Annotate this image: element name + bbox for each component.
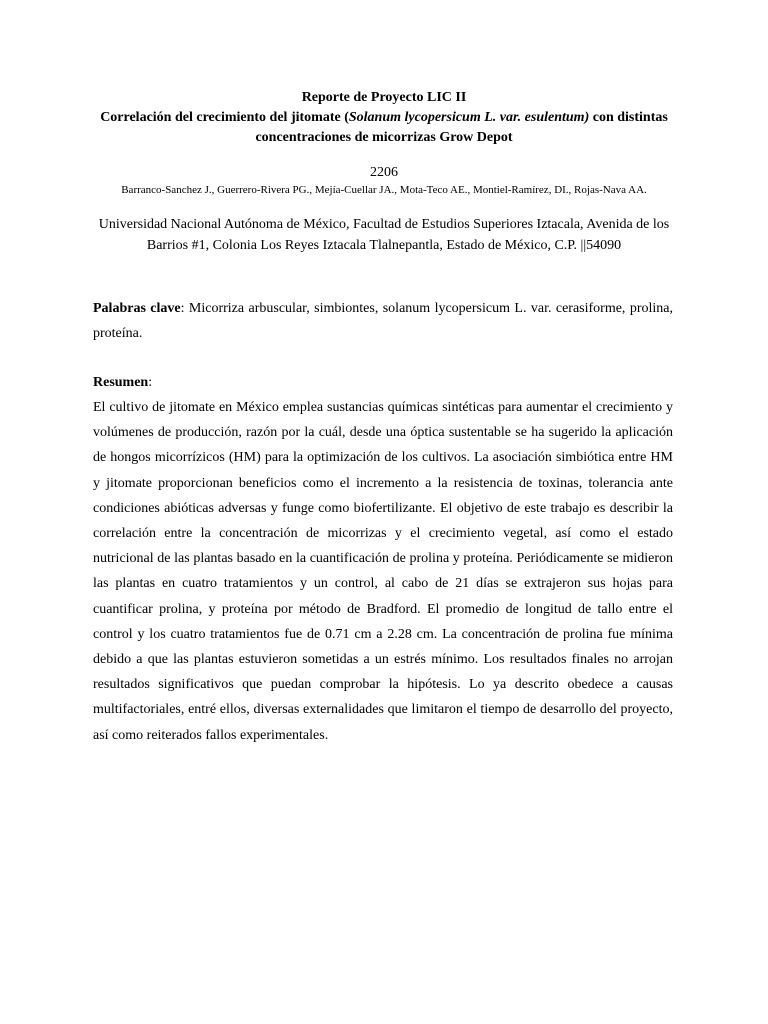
keywords-paragraph xyxy=(93,296,673,346)
paper-title-part1: Correlación del crecimiento del jitomate ( xyxy=(100,110,349,125)
paper-title xyxy=(80,108,688,148)
abstract-heading-label: Resumen xyxy=(93,375,149,390)
paper-title-part2: con distintas concentraciones de micorrizas Grow Depot xyxy=(255,110,668,145)
group-number: 2206 xyxy=(370,165,398,180)
abstract-heading xyxy=(93,373,152,393)
abstract-body: El cultivo de jitomate en México emplea sustancias químicas sintéticas para aumentar el crecimiento y volúmenes de producción, razón por la cuál, desde una óptica sustentable se ha sugerido la aplicación de hongos micorrízicos (HM) para la optimización de los cultivos. La asociación simbiótica entre HM y jitomate proporcionan beneficios como el incremento a la resistencia de toxinas, tolerancia ante condiciones abióticas adversas y funge como biofertilizante. El objetivo de este trabajo es describir la correlación entre la concentración de micorrizas y el crecimiento vegetal, así como el estado nutricional de las plantas basado en la cuantificación de prolina y proteína. Periódicamente se midieron las plantas en cuatro tratamientos y un control, al cabo de 21 días se extrajeron sus hojas para cuantificar prolina, y proteína por método de Bradford. El promedio de longitud de tallo entre el control y los cuatro tratamientos fue de 0.71 cm a 2.28 cm. La concentración de prolina fue mínima debido a que las plantas estuvieron sometidas a un estrés mínimo. Los resultados finales no arrojan resultados significativos que puedan comprobar la hipótesis. Lo ya descrito obedece a causas multifactoriales, entré ellos, diversas externalidades que limitaron el tiempo de desarrollo del proyecto, así como reiterados fallos experimentales. xyxy=(93,400,673,743)
abstract-heading-colon: : xyxy=(148,375,153,390)
keywords-label: Palabras clave xyxy=(93,301,181,316)
keywords-text: : Micorriza arbuscular, simbiontes, solanum lycopersicum L. var. cerasiforme, prolina, proteína. xyxy=(93,301,673,341)
paper-title-species: Solanum lycopersicum L. var. esulentum) xyxy=(348,110,590,125)
institution: Universidad Nacional Autónoma de México, Facultad de Estudios Superiores Iztacala, Avenida de los Barrios #1, Colonia Los Reyes Iztacala Tlalnepantla, Estado de México, C.P. ||54090 xyxy=(98,217,670,253)
report-title: Reporte de Proyecto LIC II xyxy=(301,90,467,105)
authors: Barranco-Sanchez J., Guerrero-Rivera PG., Mejía-Cuellar JA., Mota-Teco AE., Montiel-Ramírez, DI., Rojas-Nava AA. xyxy=(121,184,647,196)
title-block xyxy=(80,88,688,148)
